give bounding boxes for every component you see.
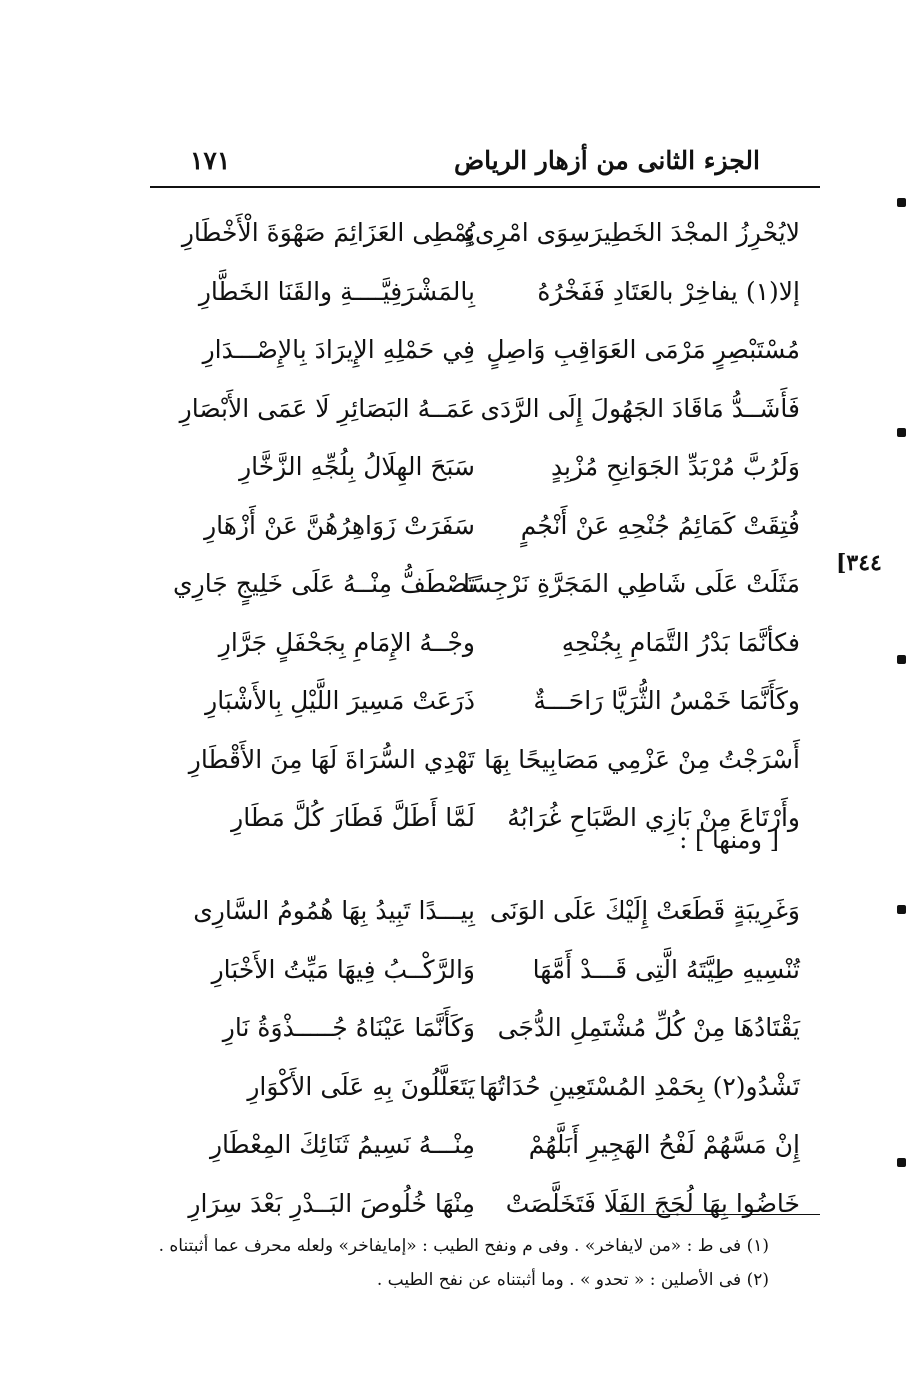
- page-number: ١٧١: [190, 146, 231, 175]
- verse-line: [150, 999, 820, 1058]
- margin-mark: [897, 198, 906, 207]
- first-hemistich: وَلَرُبَّ مُرْبَدِّ الجَوَانِحِ مُزْبِدٍ: [550, 452, 800, 481]
- first-hemistich: فَأَشَــدُّ مَاقَادَ الجَهُولَ إِلَى الرَّدَى: [480, 393, 800, 423]
- first-hemistich: إِنْ مَسَّهُمْ لَفْحُ الهَجِيرِ أَبَلَّهُمْ: [528, 1130, 800, 1159]
- verse-line: [150, 380, 820, 439]
- first-hemistich: إلا(١) يفاخِرْ بالعَتَادِ فَفَخْرُهُ: [537, 276, 800, 306]
- verse-line: [150, 438, 820, 497]
- second-hemistich: وجْــهُ الإِمَامِ بِجَحْفَلٍ جَرَّارِ: [218, 627, 475, 657]
- poem-section-1: [150, 204, 820, 848]
- second-hemistich: ذَرَعَتْ مَسِيرَ اللَّيْلِ بِالأَشْبَارِ: [205, 686, 475, 715]
- first-hemistich: وأَرْتَاعَ مِنْ بَازِي الصَّبَاحِ غُرَابُهُ: [507, 803, 800, 832]
- verse-line: [150, 941, 820, 1000]
- verse-line: [150, 321, 820, 380]
- first-hemistich: أَسْرَجْتُ مِنْ عَزْمِي مَصَابِيحًا بِهَا: [484, 744, 800, 774]
- footnote-2: (٢) فى الأصلين : « تحدو » . وما أثبتناه عن نفح الطيب .: [376, 1270, 769, 1290]
- margin-mark: [897, 1158, 906, 1167]
- first-hemistich: مُسْتَبْصِرٍ مَرْمَى العَوَاقِبِ وَاصِلٍ: [486, 335, 800, 364]
- second-hemistich: تَهْدِي السُّرَاةَ لَهَا مِنَ الأَقْطَارِ: [188, 744, 475, 774]
- second-hemistich: عَمَــهُ البَصَائِرِ لَا عَمَى الأَبْصَارِ: [179, 393, 475, 423]
- first-hemistich: تُنْسِيهِ طِيَّتَهُ الَّتِى قَـــدْ أَمَّهَا: [532, 954, 800, 984]
- verse-line: [150, 263, 820, 322]
- first-hemistich: وكَأَنَّمَا خَمْسُ الثُّرَيَّا رَاحَـــةٌ: [533, 686, 800, 715]
- first-hemistich: تَشْدُو(٢) بِحَمْدِ المُسْتَعِينِ حُدَاتُهَا: [478, 1071, 800, 1101]
- verse-line: [150, 204, 820, 263]
- second-hemistich: يُمْطِى العَزَائِمَ صَهْوَةَ الْأَخْطَارِ: [181, 218, 475, 247]
- second-hemistich: بِيـــدًا تَبِيدُ بِهَا هُمُومُ السَّارِى: [193, 896, 475, 925]
- second-hemistich: فِي حَمْلِهِ الإِيرَادَ بِالإِصْـــدَارِ: [202, 335, 475, 364]
- running-title: الجزء الثانى من أزهار الرياض: [453, 146, 760, 175]
- first-hemistich: وَغَرِيبَةٍ قَطَعَتْ إِلَيْكَ عَلَى الوَنَى: [489, 896, 800, 925]
- second-hemistich: مِنْـــهُ نَسِيمُ ثَنَائِكَ المِعْطَارِ: [209, 1130, 475, 1159]
- second-hemistich: سَفَرَتْ زَوَاهِرُهُنَّ عَنْ أَزْهَارِ: [204, 510, 475, 540]
- verse-line: [150, 1175, 820, 1234]
- footnote-rule: [620, 1214, 820, 1215]
- margin-mark: [897, 428, 906, 437]
- verse-line: [150, 731, 820, 790]
- first-hemistich: فكأنَّمَا بَدْرُ التَّمَامِ بِجُنْحِهِ: [561, 627, 800, 657]
- second-hemistich: بِالمَشْرَفِيَّــــةِ والقَنَا الخَطَّارِ: [198, 276, 475, 306]
- second-hemistich: يَتَعَلَّلُونَ بِهِ عَلَى الأَكْوَارِ: [247, 1071, 475, 1101]
- page-header: [150, 140, 820, 190]
- first-hemistich: فُتِقَتْ كَمَائِمُ جُنْحِهِ عَنْ أَنْجُمٍ: [520, 510, 800, 540]
- second-hemistich: مِنْهَا خُلُوصَ البَــدْرِ بَعْدَ سِرَارِ: [188, 1188, 475, 1218]
- margin-page-reference: [٣٤٤: [836, 550, 882, 576]
- first-hemistich: لايُحْرِزُ المجْدَ الخَطِيرَسِوَى امْرِىءٍ: [463, 218, 800, 247]
- verse-line: [150, 882, 820, 941]
- verse-line: [150, 614, 820, 673]
- second-hemistich: وَكَأَنَّمَا عَيْنَاهُ جُـــــذْوَةُ نَارِ: [222, 1013, 475, 1042]
- margin-mark: [897, 655, 906, 664]
- footnote-1: (١) فى ط : «من لايفاخر» . وفى م ونفح الطيب : «إمايفاخر» ولعله محرف عما أثبتناه .: [158, 1236, 769, 1256]
- margin-mark: [897, 905, 906, 914]
- verse-line: [150, 497, 820, 556]
- first-hemistich: مَثَلَتْ عَلَى شَاطِي المَجَرَّةِ نَرْجِسًا: [462, 569, 800, 598]
- verse-line: [150, 672, 820, 731]
- verse-line: [150, 555, 820, 614]
- second-hemistich: لَمَّا أَطَلَّ فَطَارَ كُلَّ مَطَارِ: [231, 803, 475, 832]
- second-hemistich: سَبَحَ الهِلَالُ بِلُجِّهِ الزَّخَّارِ: [239, 452, 475, 481]
- poem-section-2: [150, 882, 820, 1233]
- header-rule: [150, 186, 820, 188]
- verse-line: [150, 1058, 820, 1117]
- first-hemistich: خَاضُوا بِهَا لُجَجَ الفَلَا فَتَخَلَّصَتْ: [505, 1188, 800, 1218]
- first-hemistich: يَقْتَادُهَا مِنْ كُلِّ مُشْتَمِلِ الدُّجَى: [497, 1013, 800, 1042]
- section-label: [ ومنها ] :: [679, 826, 779, 854]
- second-hemistich: وَالرَّكْــبُ فِيهَا مَيِّتُ الأَخْبَارِ: [211, 954, 475, 984]
- second-hemistich: تَصْطَفُّ مِنْــهُ عَلَى خَلِيجٍ جَارِي: [173, 569, 475, 598]
- verse-line: [150, 1116, 820, 1175]
